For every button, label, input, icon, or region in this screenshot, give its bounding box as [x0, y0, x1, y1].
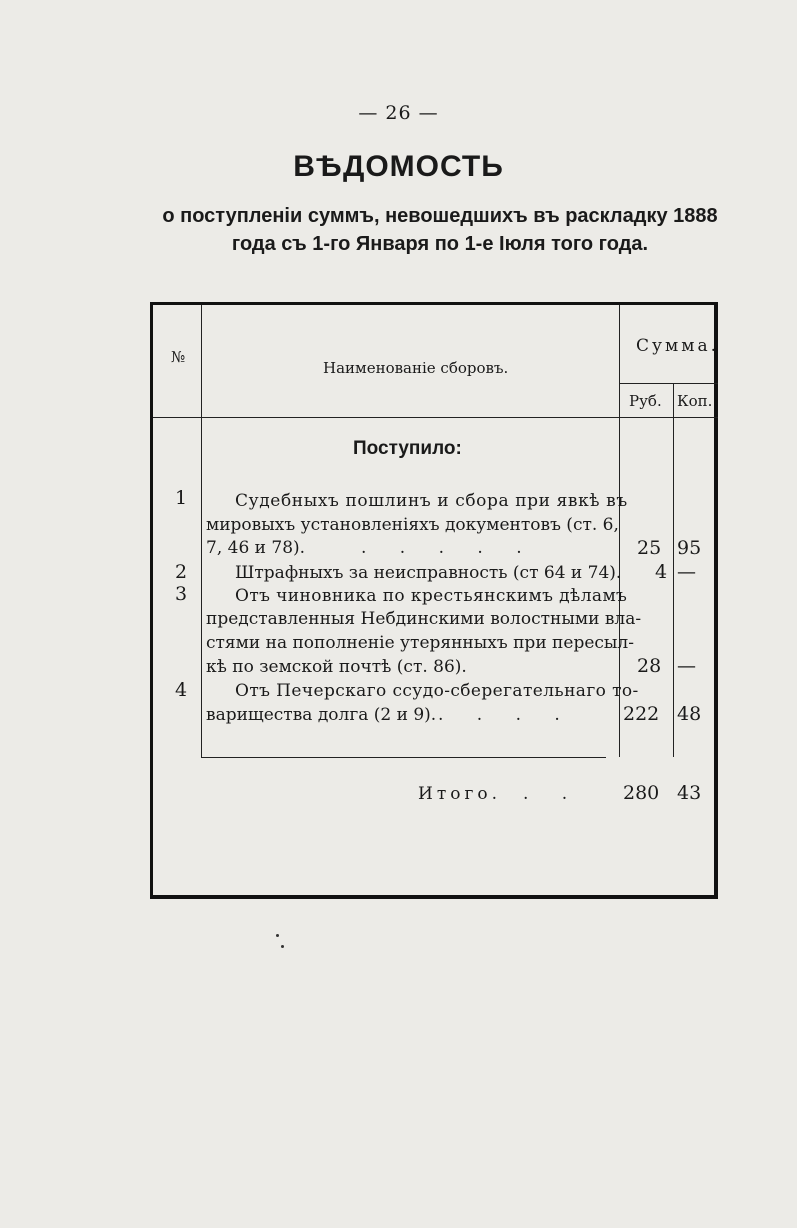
document-title: ВѢДОМОСТЬ	[293, 150, 504, 183]
divider-header-bottom	[153, 417, 718, 418]
row-text-line: варищества долга (2 и 9).	[206, 705, 437, 725]
divider-rub-kop	[673, 383, 674, 757]
leader-dots: . . . . .	[361, 538, 536, 558]
subtitle-line-2: года съ 1-го Января по 1-е Іюля того года.	[231, 233, 649, 255]
section-title: Поступило:	[353, 438, 462, 459]
row-text-line: кѣ по земской почтѣ (ст. 86).	[206, 657, 467, 677]
leader-dots: . . . .	[438, 705, 574, 725]
row-text-line: Штрафныхъ за неисправность (ст 64 и 74).	[235, 563, 622, 583]
row-kop: —	[677, 561, 696, 583]
divider-sum-header	[619, 383, 718, 384]
row-rub: 25	[637, 537, 662, 559]
row-number: 4	[175, 679, 188, 701]
row-text-line: 7, 46 и 78).	[206, 538, 306, 558]
subtitle-line-1: о поступленіи суммъ, невошедшихъ въ раскладку 1888	[162, 205, 718, 227]
header-name: Наименованіе сборовъ.	[323, 359, 509, 377]
row-text-line: Отъ чиновника по крестьянскимъ дѣламъ	[235, 586, 628, 606]
total-kop: 43	[677, 782, 702, 804]
row-rub: 28	[637, 655, 662, 677]
total-label: Итого.	[418, 784, 502, 804]
header-number: №	[171, 348, 186, 366]
row-text-line: представленныя Небдинскими волостными вла-	[206, 609, 642, 629]
row-number: 1	[175, 487, 188, 509]
row-kop: 95	[677, 537, 702, 559]
header-kop: Коп.	[677, 392, 713, 410]
row-number: 3	[175, 583, 188, 605]
row-text-line: Судебныхъ пошлинъ и сбора при явкѣ въ	[235, 491, 628, 511]
row-number: 2	[175, 561, 188, 583]
row-kop: 48	[677, 703, 702, 725]
ink-speck	[281, 945, 284, 948]
divider-total-line	[201, 757, 606, 758]
row-text-line: мировыхъ установленіяхъ документовъ (ст. 6,	[206, 515, 619, 535]
total-rub: 280	[623, 782, 660, 804]
row-rub: 222	[623, 703, 660, 725]
row-text-line: Отъ Печерскаго ссудо-сберегательнаго то-	[235, 681, 639, 701]
header-sum: Сумма.	[636, 336, 719, 356]
ink-speck	[276, 934, 279, 937]
leader-dots: . .	[523, 784, 582, 804]
header-rub: Руб.	[629, 392, 662, 410]
row-text-line: стями на пополненіе утерянныхъ при пересыл-	[206, 633, 634, 653]
ledger-table	[150, 302, 718, 899]
divider-number-column	[201, 305, 202, 757]
page-number: — 26 —	[358, 102, 439, 124]
row-rub: 4	[655, 561, 668, 583]
row-kop: —	[677, 655, 696, 677]
